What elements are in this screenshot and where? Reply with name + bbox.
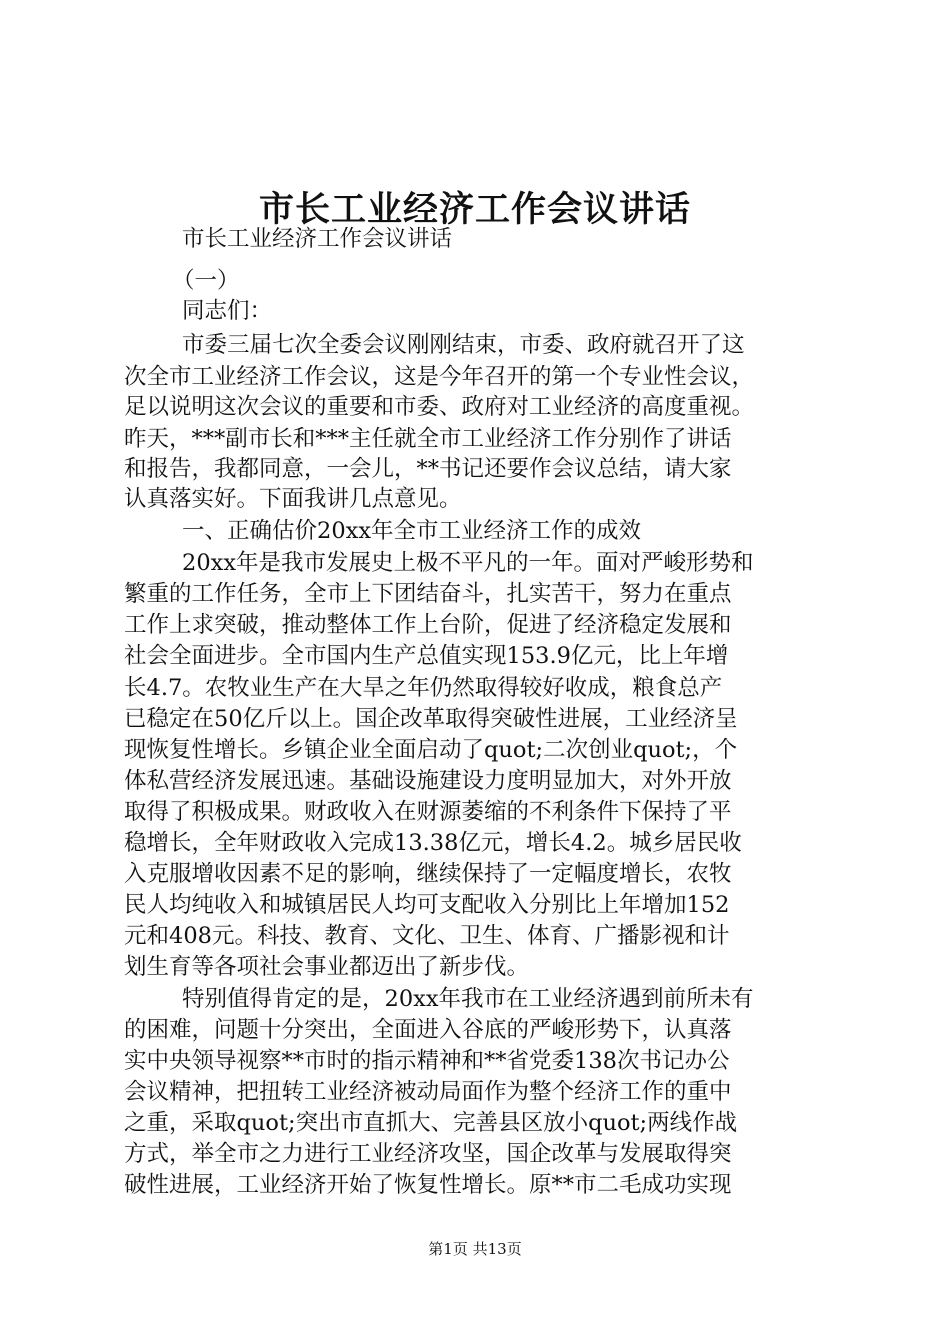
text-line: 工作上求突破，推动整体工作上台阶，促进了经济稳定发展和 bbox=[124, 612, 732, 638]
text-line: 长4.7。农牧业生产在大旱之年仍然取得较好收成，粮食总产 bbox=[124, 675, 723, 701]
text-line: 实中央领导视察**市时的指示精神和**省党委138次书记办公 bbox=[124, 1048, 730, 1074]
text-line: 会议精神，把扭转工业经济被动局面作为整个经济工作的重中 bbox=[124, 1079, 732, 1105]
text-line: 昨天，***副市长和***主任就全市工业经济工作分别作了讲话 bbox=[124, 426, 732, 452]
text-line: 次全市工业经济工作会议，这是今年召开的第一个专业性会议， bbox=[124, 364, 755, 390]
text-line: 入克服增收因素不足的影响，继续保持了一定幅度增长，农牧 bbox=[124, 861, 732, 887]
text-line: 体私营经济发展迅速。基础设施建设力度明显加大，对外开放 bbox=[124, 768, 732, 794]
text-line: 已稳定在50亿斤以上。国企改革取得突破性进展，工业经济呈 bbox=[124, 706, 738, 732]
text-line: 民人均纯收入和城镇居民人均可支配收入分别比上年增加152 bbox=[124, 892, 730, 918]
text-line: 现恢复性增长。乡镇企业全面启动了quot;二次创业quot;，个 bbox=[124, 737, 738, 763]
document-title: 市长工业经济工作会议讲话 bbox=[258, 189, 691, 230]
text-line: 特别值得肯定的是，20xx年我市在工业经济遇到前所未有 bbox=[182, 986, 754, 1012]
text-line: 的困难，问题十分突出，全面进入谷底的严峻形势下，认真落 bbox=[124, 1017, 732, 1043]
text-line: 足以说明这次会议的重要和市委、政府对工业经济的高度重视。 bbox=[124, 394, 755, 420]
text-line: 和报告，我都同意，一会儿，**书记还要作会议总结，请大家 bbox=[124, 456, 732, 482]
text-line: 取得了积极成果。财政收入在财源萎缩的不利条件下保持了平 bbox=[124, 799, 732, 825]
text-line: 同志们： bbox=[182, 298, 273, 324]
text-line: 元和408元。科技、教育、文化、卫生、体育、广播影视和计 bbox=[124, 923, 730, 949]
text-line: 市委三届七次全委会议刚刚结束，市委、政府就召开了这 bbox=[182, 332, 745, 358]
page-number-footer: 第1页 共13页 bbox=[428, 1240, 522, 1258]
text-line: （一） bbox=[172, 268, 240, 294]
text-line: 繁重的工作任务，全市上下团结奋斗，扎实苦干，努力在重点 bbox=[124, 581, 732, 607]
text-line: 社会全面进步。全市国内生产总值实现153.9亿元，比上年增 bbox=[124, 643, 729, 669]
text-line: 20xx年是我市发展史上极不平凡的一年。面对严峻形势和 bbox=[182, 550, 754, 576]
text-line: 市长工业经济工作会议讲话 bbox=[182, 226, 453, 252]
text-line: 认真落实好。下面我讲几点意见。 bbox=[124, 486, 462, 512]
text-line: 方式，举全市之力进行工业经济攻坚，国企改革与发展取得突 bbox=[124, 1141, 732, 1167]
text-line: 之重，采取quot;突出市直抓大、完善县区放小quot;两线作战 bbox=[124, 1110, 738, 1136]
section-heading: 一、正确估价20xx年全市工业经济工作的成效 bbox=[182, 518, 642, 544]
text-line: 破性进展，工业经济开始了恢复性增长。原**市二毛成功实现 bbox=[124, 1172, 732, 1198]
text-line: 稳增长，全年财政收入完成13.38亿元，增长4.2。城乡居民收 bbox=[124, 830, 742, 856]
text-line: 划生育等各项社会事业都迈出了新步伐。 bbox=[124, 954, 530, 980]
